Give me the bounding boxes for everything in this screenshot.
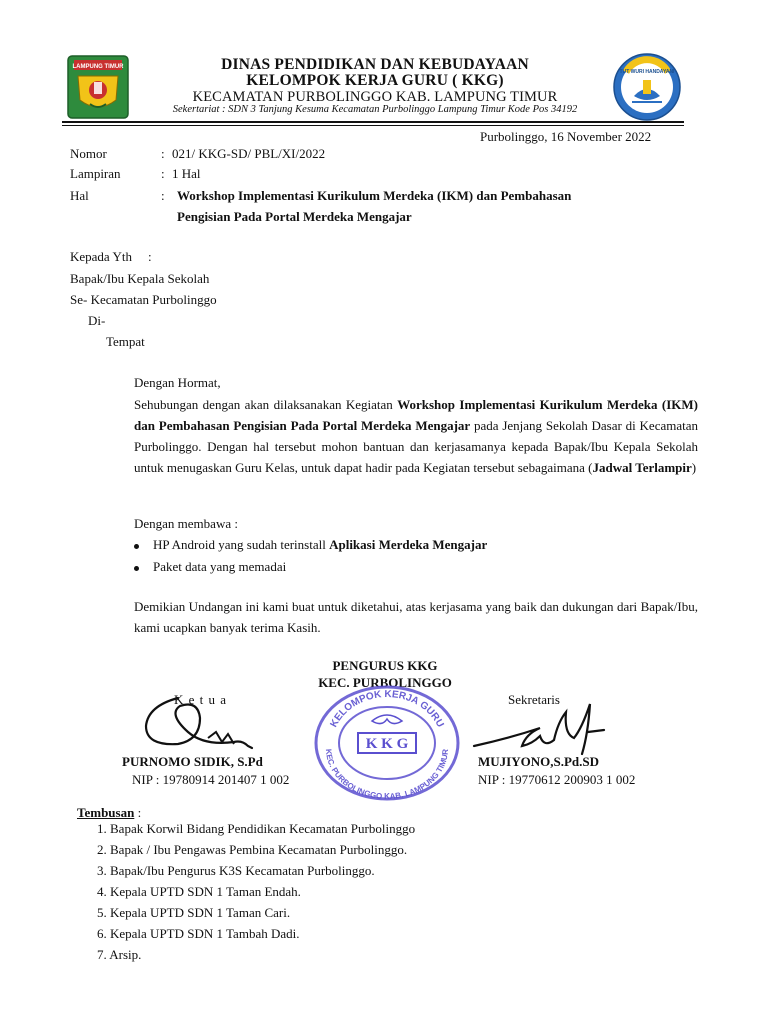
org-line-1: PENGURUS KKG — [332, 658, 438, 673]
bring-intro: Dengan membawa : — [134, 516, 238, 531]
tembusan-item: 7. Arsip. — [97, 947, 142, 962]
svg-text:LAMPUNG TIMUR: LAMPUNG TIMUR — [72, 64, 124, 70]
greeting: Dengan Hormat, — [134, 375, 221, 390]
letterhead-address: Sekertariat : SDN 3 Tanjung Kesuma Kecamatan Purbolinggo Lampung Timur Kode Pos 34192 — [172, 104, 578, 115]
letterhead-line-3: KECAMATAN PURBOLINGGO KAB. LAMPUNG TIMUR — [192, 89, 558, 105]
closing-paragraph: Demikian Undangan ini kami buat untuk diketahui, atas kerjasama yang baik dan dukungan dari Bapak/Ibu, kami ucapkan banyak terima Kasih. — [134, 599, 698, 635]
letterhead-line-2: KELOMPOK KERJA GURU ( KKG) — [246, 72, 504, 89]
tembusan-item: 4. Kepala UPTD SDN 1 Taman Endah. — [97, 884, 301, 899]
bullet-1-text: HP Android yang sudah terinstall — [153, 537, 330, 552]
right-name: MUJIYONO,S.Pd.SD — [478, 754, 599, 769]
bullet-dot-icon — [134, 566, 139, 571]
svg-text:TUT WURI HANDAYANI: TUT WURI HANDAYANI — [619, 69, 675, 75]
tembusan-heading — [77, 805, 141, 821]
bullet-item-1 — [134, 537, 487, 553]
stamp-center-text: K K G — [365, 736, 409, 752]
tembusan-colon: : — [134, 805, 142, 820]
recipient-line-5: Tempat — [106, 334, 145, 349]
bullet-dot-icon — [134, 544, 139, 549]
letterhead-line-1: DINAS PENDIDIKAN DAN KEBUDAYAAN — [221, 56, 529, 73]
right-logo — [612, 52, 682, 122]
lampiran-label: Lampiran — [70, 166, 121, 181]
recipient-line-1 — [70, 249, 152, 265]
right-role: Sekretaris — [508, 692, 560, 707]
body-p1-e: ) — [691, 460, 697, 475]
left-logo — [66, 54, 130, 120]
hal-colon: : — [161, 188, 165, 203]
recipient-colon: : — [148, 249, 152, 264]
lampiran-colon: : — [161, 166, 165, 181]
left-signature — [138, 688, 268, 760]
tembusan-item: 6. Kepala UPTD SDN 1 Tambah Dadi. — [97, 926, 300, 941]
body-p1-event-title: Workshop Implementasi Kurikulum Merdeka (IKM) dan Pembahasan Pengisian Pada Portal Merdeka Mengajar — [134, 397, 699, 433]
stamp-bottom-text: KEC. PURBOLINGGO KAB. LAMPUNG TIMUR — [323, 748, 451, 802]
nomor-value: 021/ KKG-SD/ PBL/XI/2022 — [172, 146, 326, 161]
kkg-stamp — [312, 683, 462, 803]
tembusan-item: 5. Kepala UPTD SDN 1 Taman Cari. — [97, 905, 291, 920]
body-p1-a: Sehubungan dengan akan dilaksanakan Kegiatan — [134, 397, 398, 412]
right-nip: NIP : 19770612 200903 1 002 — [478, 772, 636, 787]
left-nip: NIP : 19780914 201407 1 002 — [132, 772, 290, 787]
stamp-top-text: KELOMPOK KERJA GURU — [328, 688, 446, 730]
nomor-colon: : — [161, 146, 165, 161]
bullet-2-text: Paket data yang memadai — [153, 559, 287, 574]
letterhead-rule — [62, 121, 684, 123]
recipient-line-4: Di- — [88, 313, 106, 328]
lampiran-value: 1 Hal — [172, 166, 201, 181]
bullet-1-app: Aplikasi Merdeka Mengajar — [329, 537, 488, 552]
nomor-label: Nomor — [70, 146, 107, 161]
tembusan-label: Tembusan — [77, 805, 135, 820]
tembusan-item: 2. Bapak / Ibu Pengawas Pembina Kecamatan Purbolinggo. — [97, 842, 408, 857]
recipient-kepada-yth: Kepada Yth — [70, 249, 132, 264]
left-role: K e t u a — [174, 692, 228, 707]
recipient-line-2: Bapak/Ibu Kepala Sekolah — [70, 271, 210, 286]
org-line-2: KEC. PURBOLINGGO — [318, 675, 452, 690]
hal-value-line-1: Workshop Implementasi Kurikulum Merdeka (IKM) dan Pembahasan — [177, 188, 572, 203]
body-p1-schedule: Jadwal Terlampir — [592, 460, 692, 475]
letterhead-rule-thin — [62, 125, 684, 126]
hal-label: Hal — [70, 188, 89, 203]
left-name: PURNOMO SIDIK, S.Pd — [122, 754, 263, 769]
date-line: Purbolinggo, 16 November 2022 — [480, 129, 652, 144]
tembusan-item: 3. Bapak/Ibu Pengurus K3S Kecamatan Purbolinggo. — [97, 863, 375, 878]
body-paragraph-1 — [134, 394, 698, 478]
recipient-line-3: Se- Kecamatan Purbolinggo — [70, 292, 217, 307]
tembusan-item: 1. Bapak Korwil Bidang Pendidikan Kecamatan Purbolinggo — [97, 821, 416, 836]
bullet-item-2 — [134, 559, 286, 575]
body-p1-c: pada Jenjang Sekolah Dasar di Kecamatan Purbolinggo. Dengan hal tersebut mohon bantuan dan kerjasamanya kepada Bapak/Ibu Kepala Sekolah untuk menugaskan Guru Kelas, untuk dapat hadir pada Kegiatan tersebut sebagaimana ( — [134, 418, 698, 475]
hal-value-line-2: Pengisian Pada Portal Merdeka Mengajar — [177, 209, 412, 224]
